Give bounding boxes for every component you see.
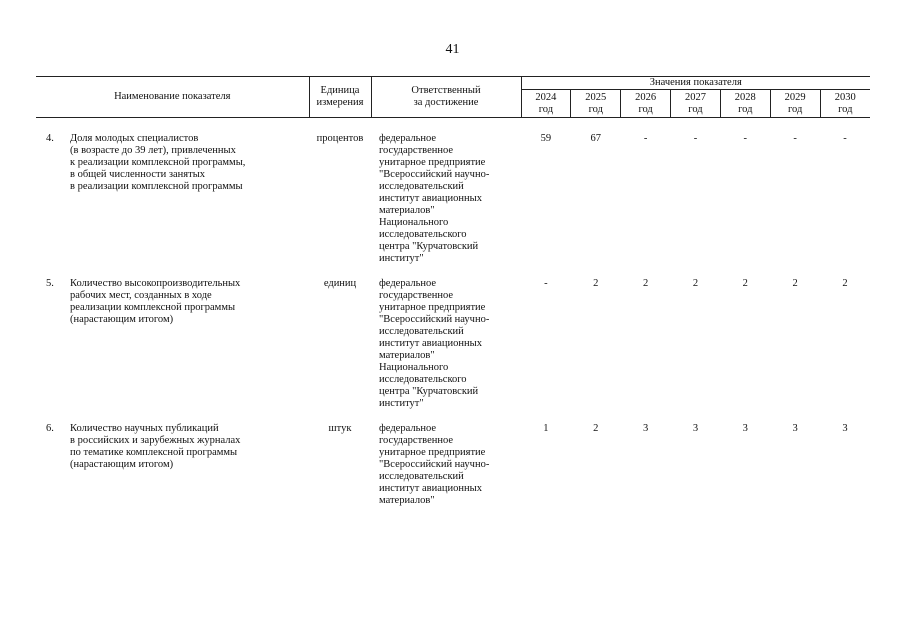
indicator-name-line: Количество научных публикаций	[70, 423, 219, 434]
indicator-name-line: по тематике комплексной программы	[70, 447, 238, 458]
header-year-value: 2030	[834, 91, 856, 103]
header-year-2024	[521, 90, 571, 118]
value-2026: 3	[642, 423, 649, 434]
indicator-name-line: в реализации комплексной программы	[70, 181, 243, 192]
unit-of-measure: единиц	[323, 278, 357, 289]
responsible-line: материалов"	[379, 350, 435, 361]
responsible-line: государственное	[379, 145, 454, 156]
indicator-name-line: к реализации комплексной программы,	[70, 157, 246, 168]
header-year-suffix: год	[838, 103, 853, 115]
responsible-line: материалов"	[379, 495, 435, 506]
value-2030: 3	[842, 423, 848, 434]
header-year-suffix: год	[688, 103, 703, 115]
indicator-name-line: рабочих мест, созданных в ходе	[70, 290, 212, 301]
header-year-suffix: год	[787, 103, 803, 115]
header-year-suffix: год	[588, 103, 603, 115]
value-2028: 3	[742, 423, 748, 434]
value-2028: -	[743, 133, 748, 144]
responsible-organization	[371, 410, 521, 507]
indicator-name	[64, 118, 309, 266]
indicator-name-line: (нарастающим итогом)	[70, 314, 174, 325]
header-unit	[309, 77, 371, 118]
responsible-line: институт авиационных	[379, 483, 482, 494]
header-responsible-line: за достижение	[413, 97, 479, 108]
responsible-line: государственное	[379, 290, 454, 301]
header-unit-line: измерения	[316, 97, 364, 108]
indicator-name-line: в общей численности занятых	[70, 169, 206, 180]
header-year-2029	[770, 90, 820, 118]
indicator-name-line: (в возрасте до 39 лет), привлеченных	[70, 145, 236, 156]
header-unit-line: Единица	[320, 85, 360, 96]
header-year-2025	[571, 90, 621, 118]
value-2027: -	[693, 133, 698, 144]
indicator-name	[64, 265, 309, 410]
header-year-suffix: год	[638, 103, 653, 115]
responsible-line: институт"	[379, 398, 424, 409]
indicator-name	[64, 410, 309, 507]
header-year-suffix: год	[538, 103, 554, 115]
header-year-2026	[621, 90, 671, 118]
indicator-name-line: (нарастающим итогом)	[70, 459, 174, 470]
responsible-line: "Всероссийский научно-	[379, 459, 490, 470]
indicator-name-line: реализации комплексной программы	[70, 302, 236, 313]
unit-of-measure: процентов	[316, 133, 364, 144]
responsible-line: исследовательского	[379, 229, 467, 240]
header-year-2028	[720, 90, 770, 118]
header-year-value: 2029	[784, 91, 806, 103]
responsible-line: институт авиационных	[379, 193, 482, 204]
header-indicator-name: Наименование показателя	[36, 77, 309, 118]
table-header	[36, 77, 870, 118]
responsible-line: институт"	[379, 253, 424, 264]
header-responsible-line: Ответственный	[411, 85, 481, 96]
value-2025: 2	[593, 278, 599, 289]
responsible-line: Национального	[379, 217, 449, 228]
header-year-suffix: год	[738, 103, 753, 115]
value-2025: 2	[593, 423, 599, 434]
row-number: 5.	[46, 278, 54, 289]
value-2030: -	[843, 133, 847, 144]
header-values-title: Значения показателя	[521, 77, 870, 90]
value-2027: 2	[692, 278, 699, 289]
value-2024: -	[544, 278, 548, 289]
responsible-line: унитарное предприятие	[379, 302, 486, 313]
responsible-line: федеральное	[379, 133, 437, 144]
header-year-value: 2026	[635, 91, 657, 103]
row-number: 4.	[46, 133, 54, 144]
responsible-line: федеральное	[379, 278, 437, 289]
responsible-line: материалов"	[379, 205, 435, 216]
responsible-line: Национального	[379, 362, 449, 373]
responsible-line: центра "Курчатовский	[379, 241, 479, 252]
indicators-table	[36, 76, 870, 507]
responsible-line: государственное	[379, 435, 454, 446]
header-year-value: 2028	[734, 91, 756, 103]
indicator-name-line: Количество высокопроизводительных	[70, 278, 241, 289]
table-row	[36, 265, 870, 410]
responsible-line: "Всероссийский научно-	[379, 169, 490, 180]
responsible-line: унитарное предприятие	[379, 447, 486, 458]
header-year-2027	[671, 90, 721, 118]
row-number: 6.	[46, 423, 54, 434]
value-2024: 59	[540, 133, 552, 144]
responsible-line: центра "Курчатовский	[379, 386, 479, 397]
responsible-line: "Всероссийский научно-	[379, 314, 490, 325]
header-year-value: 2024	[535, 91, 557, 103]
page-number: 41	[445, 42, 460, 57]
indicator-name-line: Доля молодых специалистов	[70, 133, 199, 144]
value-2027: 3	[692, 423, 699, 434]
value-2029: -	[793, 133, 797, 144]
value-2026: 2	[642, 278, 649, 289]
value-2030: 2	[842, 278, 848, 289]
header-year-value: 2025	[585, 91, 607, 103]
header-year-value: 2027	[684, 91, 706, 103]
value-2029: 2	[792, 278, 798, 289]
table-body	[36, 118, 870, 508]
responsible-organization	[371, 118, 521, 266]
table-row	[36, 118, 870, 266]
responsible-organization	[371, 265, 521, 410]
responsible-line: исследовательский	[379, 181, 464, 192]
responsible-line: унитарное предприятие	[379, 157, 486, 168]
header-year-2030	[820, 90, 870, 118]
responsible-line: федеральное	[379, 423, 437, 434]
value-2026: -	[643, 133, 648, 144]
header-responsible	[371, 77, 521, 118]
responsible-line: исследовательский	[379, 471, 464, 482]
responsible-line: исследовательского	[379, 374, 467, 385]
value-2024: 1	[543, 423, 549, 434]
value-2029: 3	[792, 423, 798, 434]
indicator-name-line: в российских и зарубежных журналах	[70, 435, 241, 446]
value-2028: 2	[742, 278, 748, 289]
value-2025: 67	[590, 133, 602, 144]
unit-of-measure: штук	[328, 423, 352, 434]
table-row	[36, 410, 870, 507]
responsible-line: исследовательский	[379, 326, 464, 337]
responsible-line: институт авиационных	[379, 338, 482, 349]
